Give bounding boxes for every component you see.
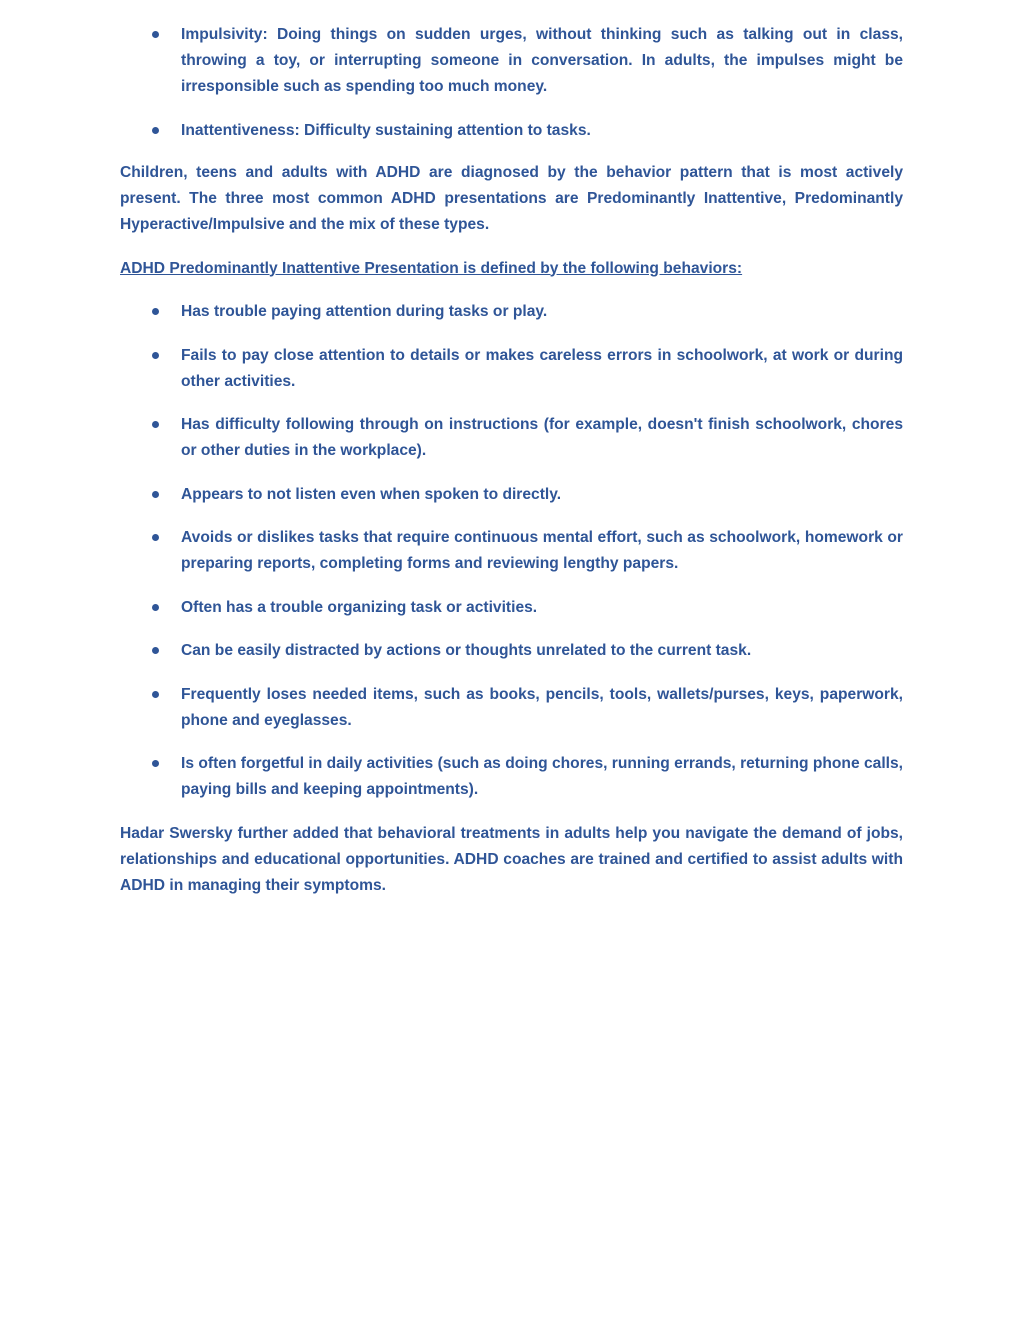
list-item xyxy=(120,412,903,464)
list-item-text: Has trouble paying attention during tasks or play. xyxy=(181,303,548,320)
presentation-paragraph: Children, teens and adults with ADHD are diagnosed by the behavior pattern that is most actively present. The three most common ADHD presentations are Predominantly Inattentive, Predominantly Hyperactive/Impulsive and the mix of these types. xyxy=(120,164,903,233)
list-item xyxy=(120,482,903,508)
bullet-icon xyxy=(152,491,159,498)
list-item xyxy=(120,118,903,144)
list-item xyxy=(120,525,903,577)
bullet-icon xyxy=(152,352,159,359)
bullet-icon xyxy=(152,647,159,654)
inattentive-heading: ADHD Predominantly Inattentive Presentation is defined by the following behaviors: xyxy=(120,259,743,277)
list-item-text: Avoids or dislikes tasks that require continuous mental effort, such as schoolwork, homework or preparing reports, completing forms and reviewing lengthy papers. xyxy=(181,529,903,572)
bullet-icon xyxy=(152,31,159,38)
inattentive-bullet-list xyxy=(120,299,903,803)
list-item-text: Often has a trouble organizing task or activities. xyxy=(181,598,538,616)
list-item-text: Appears to not listen even when spoken to directly. xyxy=(181,485,562,503)
document-page xyxy=(120,22,903,916)
list-item xyxy=(120,638,903,664)
list-item xyxy=(120,751,903,803)
bullet-icon xyxy=(152,534,159,541)
list-item xyxy=(120,343,903,395)
list-item xyxy=(120,299,903,325)
bullet-icon xyxy=(152,604,159,611)
list-item-text: Impulsivity: Doing things on sudden urges, without thinking such as talking out in class, throwing a toy, or interrupting someone in conversation. In adults, the impulses might be irresponsible such as spending too much money. xyxy=(181,26,903,95)
list-item-text: Can be easily distracted by actions or thoughts unrelated to the current task. xyxy=(181,642,752,659)
bullet-icon xyxy=(152,308,159,315)
bullet-icon xyxy=(152,127,159,134)
bullet-icon xyxy=(152,760,159,767)
bullet-icon xyxy=(152,691,159,698)
list-item xyxy=(120,682,903,734)
bullet-icon xyxy=(152,421,159,428)
list-item-text: Fails to pay close attention to details or makes careless errors in schoolwork, at work or during other activities. xyxy=(181,346,903,390)
list-item-text: Is often forgetful in daily activities (such as doing chores, running errands, returning phone calls, paying bills and keeping appointments). xyxy=(181,755,903,798)
list-item-text: Has difficulty following through on instructions (for example, doesn't finish schoolwork, chores or other duties in the workplace). xyxy=(181,416,903,459)
intro-bullet-list xyxy=(120,22,903,144)
list-item xyxy=(120,595,903,621)
list-item xyxy=(120,22,903,100)
list-item-text: Frequently loses needed items, such as books, pencils, tools, wallets/purses, keys, paperwork, phone and eyeglasses. xyxy=(181,685,903,729)
closing-paragraph: Hadar Swersky further added that behavioral treatments in adults help you navigate the demand of jobs, relationships and educational opportunities. ADHD coaches are trained and certified to assist adults with ADHD in managing their symptoms. xyxy=(120,824,903,894)
list-item-text: Inattentiveness: Difficulty sustaining attention to tasks. xyxy=(181,121,591,139)
